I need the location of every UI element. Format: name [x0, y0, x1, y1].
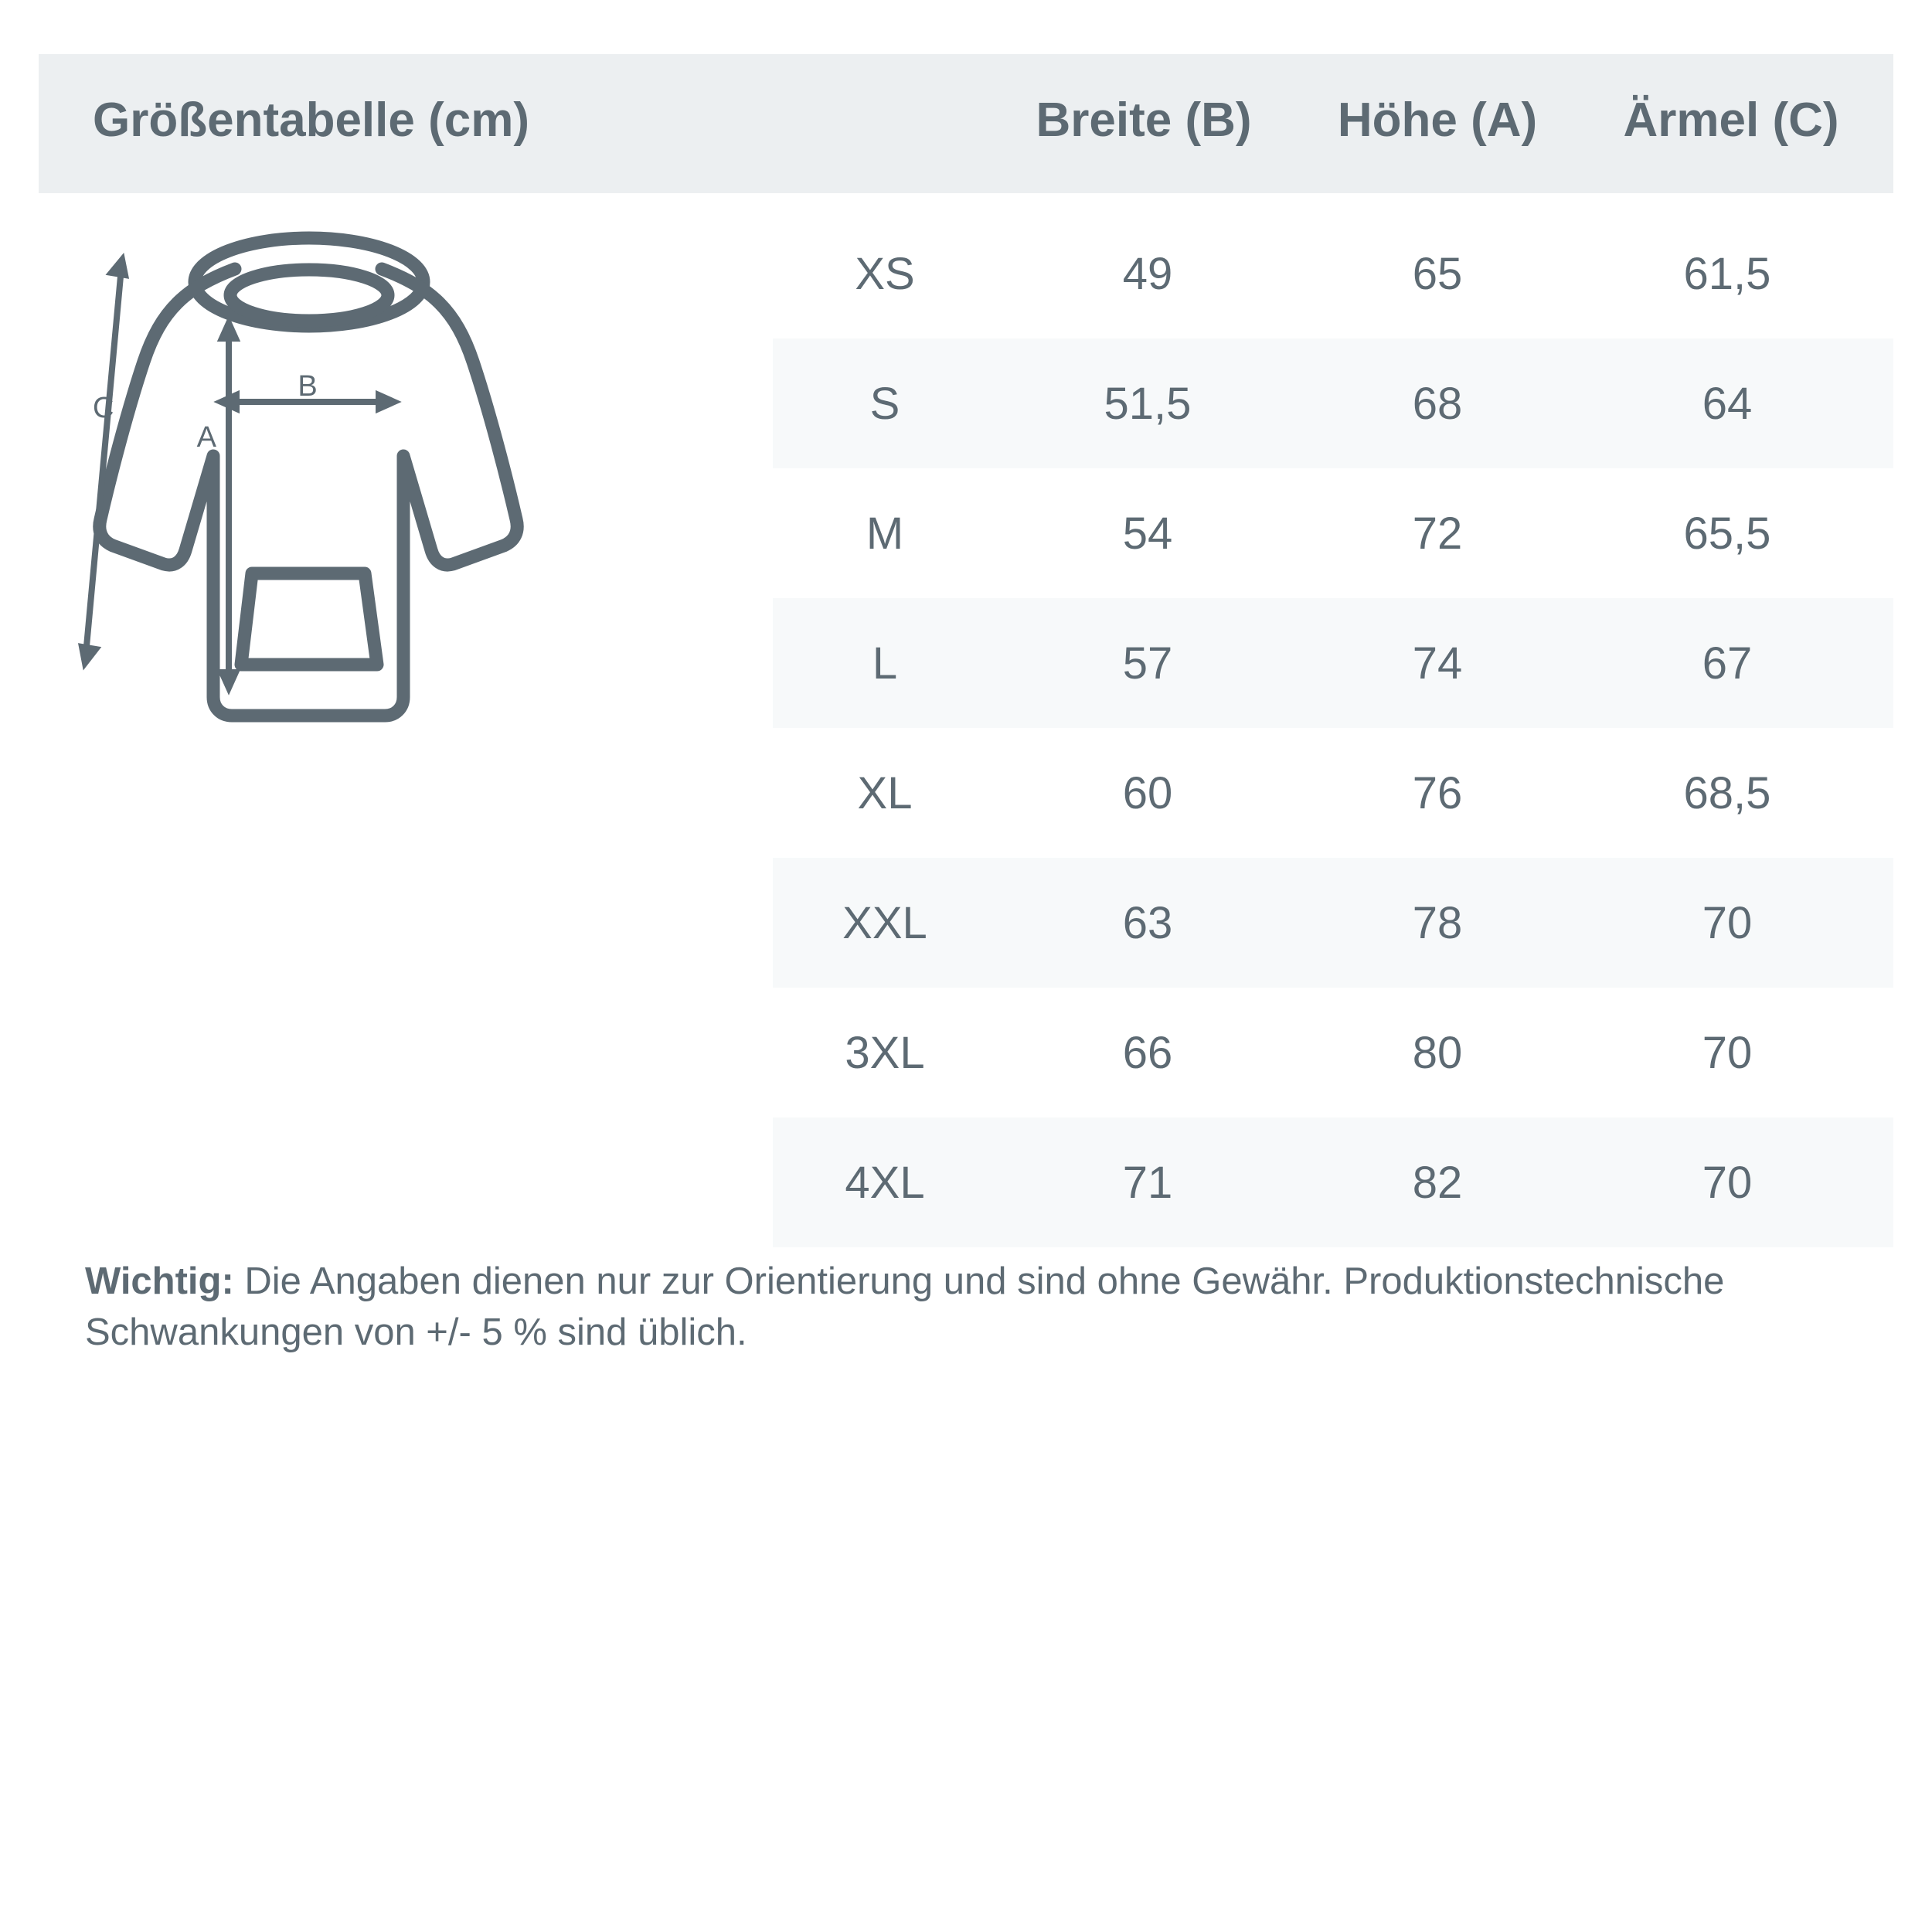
cell-size: L — [872, 638, 898, 689]
page-title: Größentabelle (cm) — [93, 94, 529, 147]
cell-width: 63 — [1122, 897, 1173, 948]
cell-size: XXL — [842, 897, 927, 948]
cell-sleeve: 65,5 — [1683, 508, 1771, 559]
cell-width: 51,5 — [1104, 378, 1192, 429]
cell-height: 78 — [1412, 897, 1463, 948]
disclaimer-label: Wichtig: — [85, 1260, 234, 1302]
cell-size: XL — [857, 767, 913, 818]
size-table — [773, 209, 1893, 1247]
cell-height: 72 — [1412, 508, 1463, 559]
cell-sleeve: 67 — [1702, 638, 1753, 689]
cell-height: 76 — [1412, 767, 1463, 818]
table-row — [773, 728, 1893, 858]
disclaimer-note — [85, 1256, 1862, 1358]
hoodie-diagram — [70, 224, 742, 811]
disclaimer-text: Die Angaben dienen nur zur Orientierung und sind ohne Gewähr. Produktionstechnische Schwankungen von +/- 5 % sind üblich. — [85, 1260, 1725, 1354]
column-header-sleeve: Ärmel (C) — [1623, 94, 1839, 147]
measure-arrow-a — [222, 323, 236, 688]
table-header-band — [39, 54, 1893, 193]
column-header-height: Höhe (A) — [1337, 94, 1538, 147]
table-row — [773, 209, 1893, 338]
cell-height: 68 — [1412, 378, 1463, 429]
cell-size: 4XL — [845, 1157, 925, 1208]
table-row — [773, 858, 1893, 988]
cell-size: XS — [855, 248, 915, 299]
cell-width: 54 — [1122, 508, 1173, 559]
illustration-label-b: B — [298, 370, 318, 403]
cell-sleeve: 64 — [1702, 378, 1753, 429]
cell-sleeve: 61,5 — [1683, 248, 1771, 299]
cell-width: 49 — [1122, 248, 1173, 299]
cell-sleeve: 68,5 — [1683, 767, 1771, 818]
table-row — [773, 338, 1893, 468]
cell-width: 60 — [1122, 767, 1173, 818]
cell-height: 74 — [1412, 638, 1463, 689]
cell-size: S — [869, 378, 900, 429]
table-row — [773, 988, 1893, 1117]
cell-width: 57 — [1122, 638, 1173, 689]
cell-height: 82 — [1412, 1157, 1463, 1208]
hoodie-outline-icon — [100, 238, 517, 716]
illustration-label-a: A — [196, 421, 216, 454]
cell-height: 80 — [1412, 1027, 1463, 1078]
cell-sleeve: 70 — [1702, 1027, 1753, 1078]
column-headers — [989, 93, 1893, 148]
illustration-label-c: C — [93, 392, 114, 424]
cell-width: 71 — [1122, 1157, 1173, 1208]
cell-sleeve: 70 — [1702, 1157, 1753, 1208]
cell-size: 3XL — [845, 1027, 925, 1078]
cell-sleeve: 70 — [1702, 897, 1753, 948]
cell-width: 66 — [1122, 1027, 1173, 1078]
table-row — [773, 1117, 1893, 1247]
cell-height: 65 — [1412, 248, 1463, 299]
cell-size: M — [866, 508, 904, 559]
column-header-width: Breite (B) — [1036, 94, 1252, 147]
table-row — [773, 598, 1893, 728]
table-row — [773, 468, 1893, 598]
